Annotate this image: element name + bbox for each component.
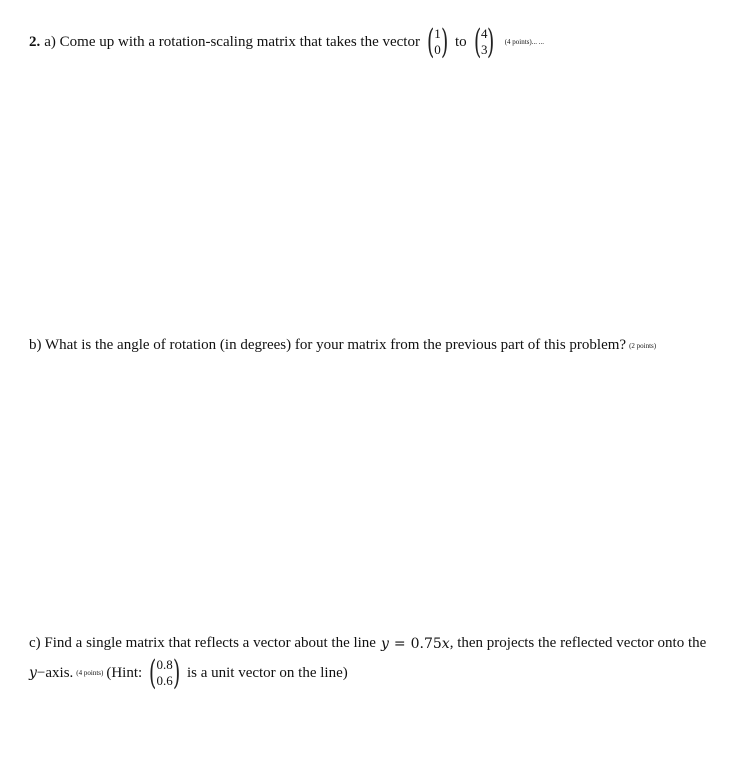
math-equals: =: [393, 635, 406, 652]
hint-close: is a unit vector on the line): [186, 664, 348, 681]
vector-entry: 0: [434, 42, 441, 57]
math-x: x: [441, 635, 450, 652]
vector-1-0: ( 1 0 ): [426, 22, 449, 62]
axis-text: −axis.: [36, 664, 74, 681]
vector-entry: 0.8: [156, 657, 173, 672]
math-y: y: [380, 635, 389, 652]
hint-vector: ( 0.8 0.6 ): [149, 653, 180, 693]
part-c-line-1: [29, 635, 706, 652]
vector-entry: 1: [434, 26, 441, 41]
vector-entry: 4: [480, 26, 488, 41]
part-b-points: (2 points): [629, 341, 657, 350]
vector-entry: 3: [480, 42, 488, 57]
part-a-line: [29, 22, 547, 62]
part-c-points: (4 points): [76, 669, 104, 677]
question-number: 2.: [29, 33, 41, 50]
part-a-points: (4 points)... ...: [504, 38, 544, 46]
part-b-line: [29, 337, 659, 354]
vector-4-3: ( 4 3 ): [473, 22, 495, 62]
math-axis-var: y: [29, 665, 37, 681]
part-c-text-2: , then projects the reflected vector onto the: [449, 635, 707, 651]
part-c-text-1: c) Find a single matrix that reflects a vector about the line: [29, 635, 376, 651]
part-c-line-2: [29, 653, 348, 693]
vector-entry: 0.6: [156, 673, 173, 688]
part-b-text: b) What is the angle of rotation (in degrees) for your matrix from the previous part of this problem?: [29, 337, 627, 353]
math-coef: 0.75: [410, 635, 442, 652]
part-a-text: a) Come up with a rotation-scaling matrix that takes the vector: [44, 33, 420, 50]
to-text: to: [455, 33, 467, 50]
hint-open: (Hint:: [106, 664, 143, 681]
